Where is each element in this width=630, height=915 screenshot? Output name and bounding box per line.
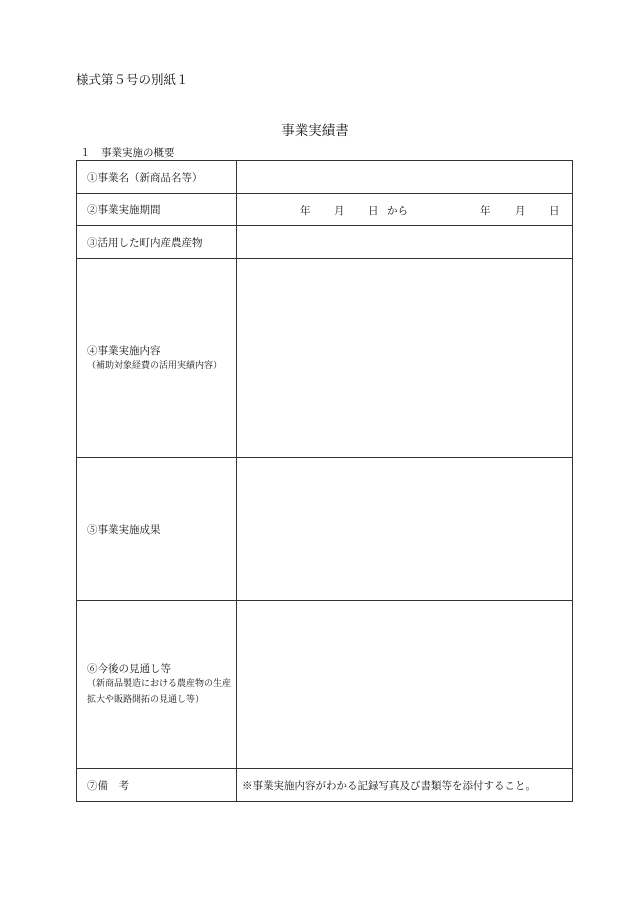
table-row	[77, 226, 573, 259]
table-row	[77, 161, 573, 194]
table-row	[77, 194, 573, 226]
table-row	[77, 259, 573, 458]
table-row	[77, 601, 573, 769]
period-year-end: 年	[480, 204, 491, 217]
form-number-label: 様式第５号の別紙１	[76, 72, 189, 87]
implementation-content-label: ④事業実施内容	[87, 344, 161, 357]
period-month-end: 月	[515, 204, 526, 217]
outlook-label: ⑥今後の見通し等	[87, 663, 171, 675]
outlook-field[interactable]	[237, 601, 573, 769]
table-row	[77, 769, 573, 802]
section-heading: １ 事業実施の概要	[80, 147, 175, 159]
local-produce-field[interactable]	[237, 226, 573, 259]
results-field[interactable]	[237, 458, 573, 601]
project-name-field[interactable]	[237, 161, 573, 194]
implementation-content-field[interactable]	[237, 259, 573, 458]
document-title: 事業実績書	[281, 123, 349, 139]
project-name-label: ①事業名（新商品名等）	[77, 161, 237, 194]
outlook-note: （新商品製造における農産物の生産拡大や販路開拓の見通し等）	[87, 679, 232, 705]
period-field[interactable]	[237, 194, 573, 226]
period-year-start: 年	[300, 204, 311, 217]
implementation-content-note: （補助対象経費の活用実績内容）	[87, 360, 223, 371]
table-row	[77, 458, 573, 601]
remarks-note: ※事業実施内容がわかる記録写真及び書類等を添付すること。	[237, 769, 573, 802]
outlook-cell	[77, 601, 237, 769]
local-produce-label: ③活用した町内産農産物	[77, 226, 237, 259]
period-day-end: 日	[549, 204, 560, 217]
results-label: ⑤事業実施成果	[77, 458, 237, 601]
period-month-start: 月	[334, 204, 345, 217]
period-day-start: 日	[368, 204, 379, 217]
implementation-content-cell	[77, 259, 237, 458]
period-label: ②事業実施期間	[77, 194, 237, 226]
period-from: から	[387, 204, 408, 217]
report-table	[76, 160, 573, 802]
remarks-label: ⑦備 考	[77, 769, 237, 802]
